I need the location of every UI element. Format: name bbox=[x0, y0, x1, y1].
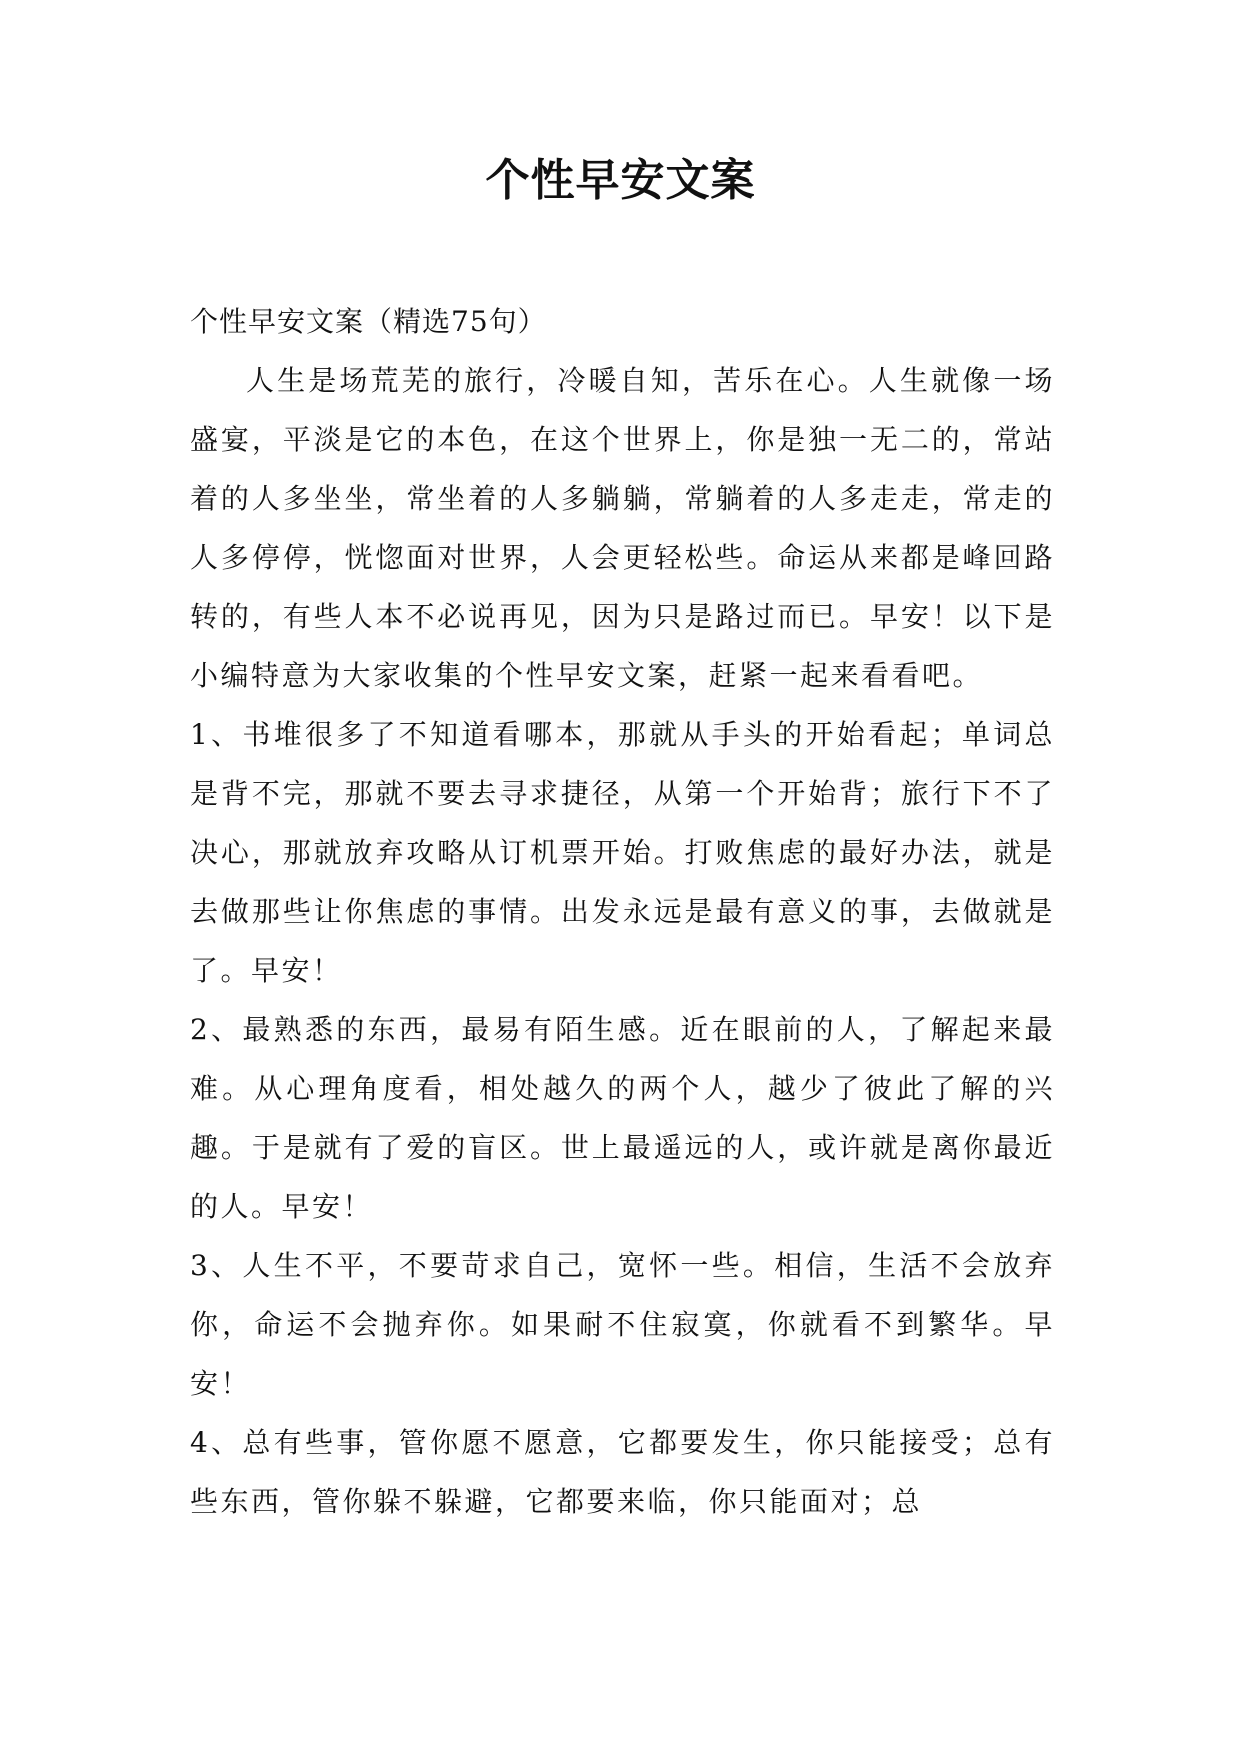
intro-paragraph: 人生是场荒芜的旅行，冷暖自知，苦乐在心。人生就像一场盛宴，平淡是它的本色，在这个世界上，你是独一无二的，常站着的人多坐坐，常坐着的人多躺躺，常躺着的人多走走，常走的人多停停，恍惚面对世界，人会更轻松些。命运从来都是峰回路转的，有些人本不必说再见，因为只是路过而已。早安！以下是小编特意为大家收集的个性早安文案，赶紧一起来看看吧。 bbox=[190, 364, 1055, 692]
document-title: 个性早安文案 bbox=[485, 155, 756, 206]
list-item: 3、人生不平，不要苛求自己，宽怀一些。相信，生活不会放弃你，命运不会抛弃你。如果耐不住寂寞，你就看不到繁华。早安！ bbox=[190, 1249, 1055, 1400]
document-subtitle: 个性早安文案（精选75句） bbox=[190, 305, 547, 338]
list-item: 4、总有些事，管你愿不愿意，它都要发生，你只能接受；总有些东西，管你躲不躲避，它都要来临，你只能面对；总 bbox=[190, 1426, 1055, 1518]
list-item: 1、书堆很多了不知道看哪本，那就从手头的开始看起；单词总是背不完，那就不要去寻求捷径，从第一个开始背；旅行下不了决心，那就放弃攻略从订机票开始。打败焦虑的最好办法，就是去做那些让你焦虑的事情。出发永远是最有意义的事，去做就是了。早安！ bbox=[190, 718, 1055, 987]
document-body bbox=[190, 292, 1055, 1531]
list-item: 2、最熟悉的东西，最易有陌生感。近在眼前的人，了解起来最难。从心理角度看，相处越久的两个人，越少了彼此了解的兴趣。于是就有了爱的盲区。世上最遥远的人，或许就是离你最近的人。早安！ bbox=[190, 1013, 1055, 1223]
